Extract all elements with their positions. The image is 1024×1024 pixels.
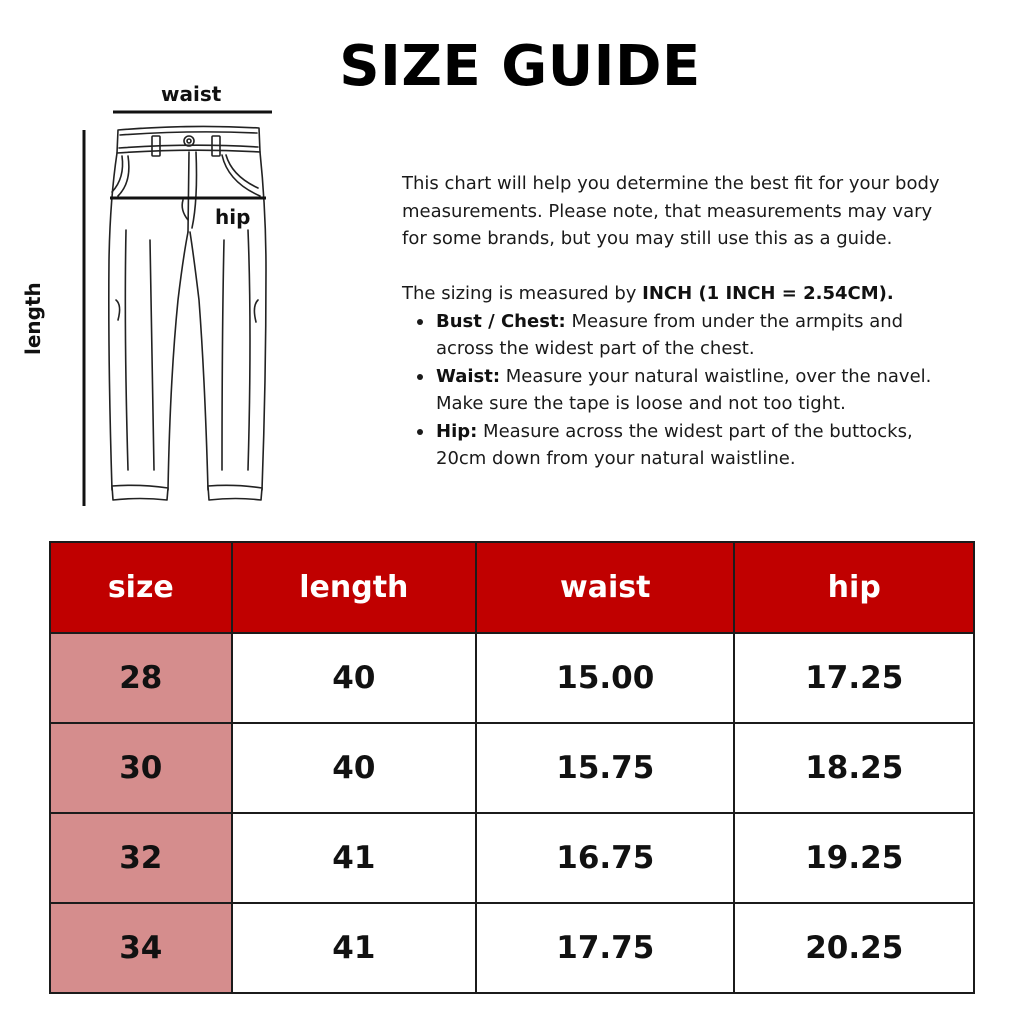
- measure-list: [402, 308, 1002, 473]
- cell-waist: 17.75: [476, 903, 734, 993]
- cell-size: 30: [50, 723, 232, 813]
- measure-term: Waist:: [436, 365, 501, 387]
- measure-item-hip: [402, 418, 1002, 473]
- intro-line: This chart will help you determine the best fit for your body: [402, 173, 940, 194]
- cell-waist: 16.75: [476, 813, 734, 903]
- intro-text: [402, 170, 1002, 473]
- measure-term: Bust / Chest:: [436, 310, 566, 332]
- unit-note-prefix: The sizing is measured by: [402, 283, 643, 304]
- pants-illustration: [0, 0, 380, 520]
- header-hip: hip: [734, 542, 974, 633]
- cell-hip: 19.25: [734, 813, 974, 903]
- table-row: [50, 903, 974, 993]
- cell-size: 32: [50, 813, 232, 903]
- measure-desc: Make sure the tape is loose and not too tight.: [436, 393, 846, 414]
- measure-term: Hip:: [436, 420, 478, 442]
- cell-hip: 17.25: [734, 633, 974, 723]
- measure-desc: across the widest part of the chest.: [436, 338, 755, 359]
- pants-diagram: [0, 0, 380, 520]
- table-row: [50, 813, 974, 903]
- cell-length: 40: [232, 633, 477, 723]
- cell-size: 34: [50, 903, 232, 993]
- hip-label: hip: [215, 205, 251, 229]
- cell-size: 28: [50, 633, 232, 723]
- intro-line: measurements. Please note, that measurements may vary: [402, 200, 933, 222]
- table-row: [50, 723, 974, 813]
- cell-length: 41: [232, 813, 477, 903]
- waist-label: waist: [161, 82, 222, 106]
- size-table: [49, 541, 975, 994]
- cell-hip: 18.25: [734, 723, 974, 813]
- header-size: size: [50, 542, 232, 633]
- cell-length: 40: [232, 723, 477, 813]
- header-length: length: [232, 542, 477, 633]
- cell-length: 41: [232, 903, 477, 993]
- header-waist: waist: [476, 542, 734, 633]
- measure-desc: Measure your natural waistline, over the navel.: [500, 365, 932, 387]
- measure-item-bust: [402, 308, 1002, 363]
- measure-desc: Measure across the widest part of the buttocks,: [477, 420, 913, 442]
- cell-hip: 20.25: [734, 903, 974, 993]
- measure-desc: Measure from under the armpits and: [565, 310, 904, 332]
- cell-waist: 15.75: [476, 723, 734, 813]
- pants-outline-icon: [109, 126, 266, 500]
- length-label: length: [21, 282, 45, 355]
- unit-note-bold: INCH (1 INCH = 2.54CM).: [642, 283, 894, 304]
- measure-item-waist: [402, 363, 1002, 418]
- table-row: [50, 633, 974, 723]
- page-title: SIZE GUIDE: [339, 34, 701, 99]
- intro-line: for some brands, but you may still use this as a guide.: [402, 228, 893, 249]
- unit-note: [402, 280, 1002, 308]
- measure-desc: 20cm down from your natural waistline.: [436, 448, 796, 469]
- table-header-row: [50, 542, 974, 633]
- cell-waist: 15.00: [476, 633, 734, 723]
